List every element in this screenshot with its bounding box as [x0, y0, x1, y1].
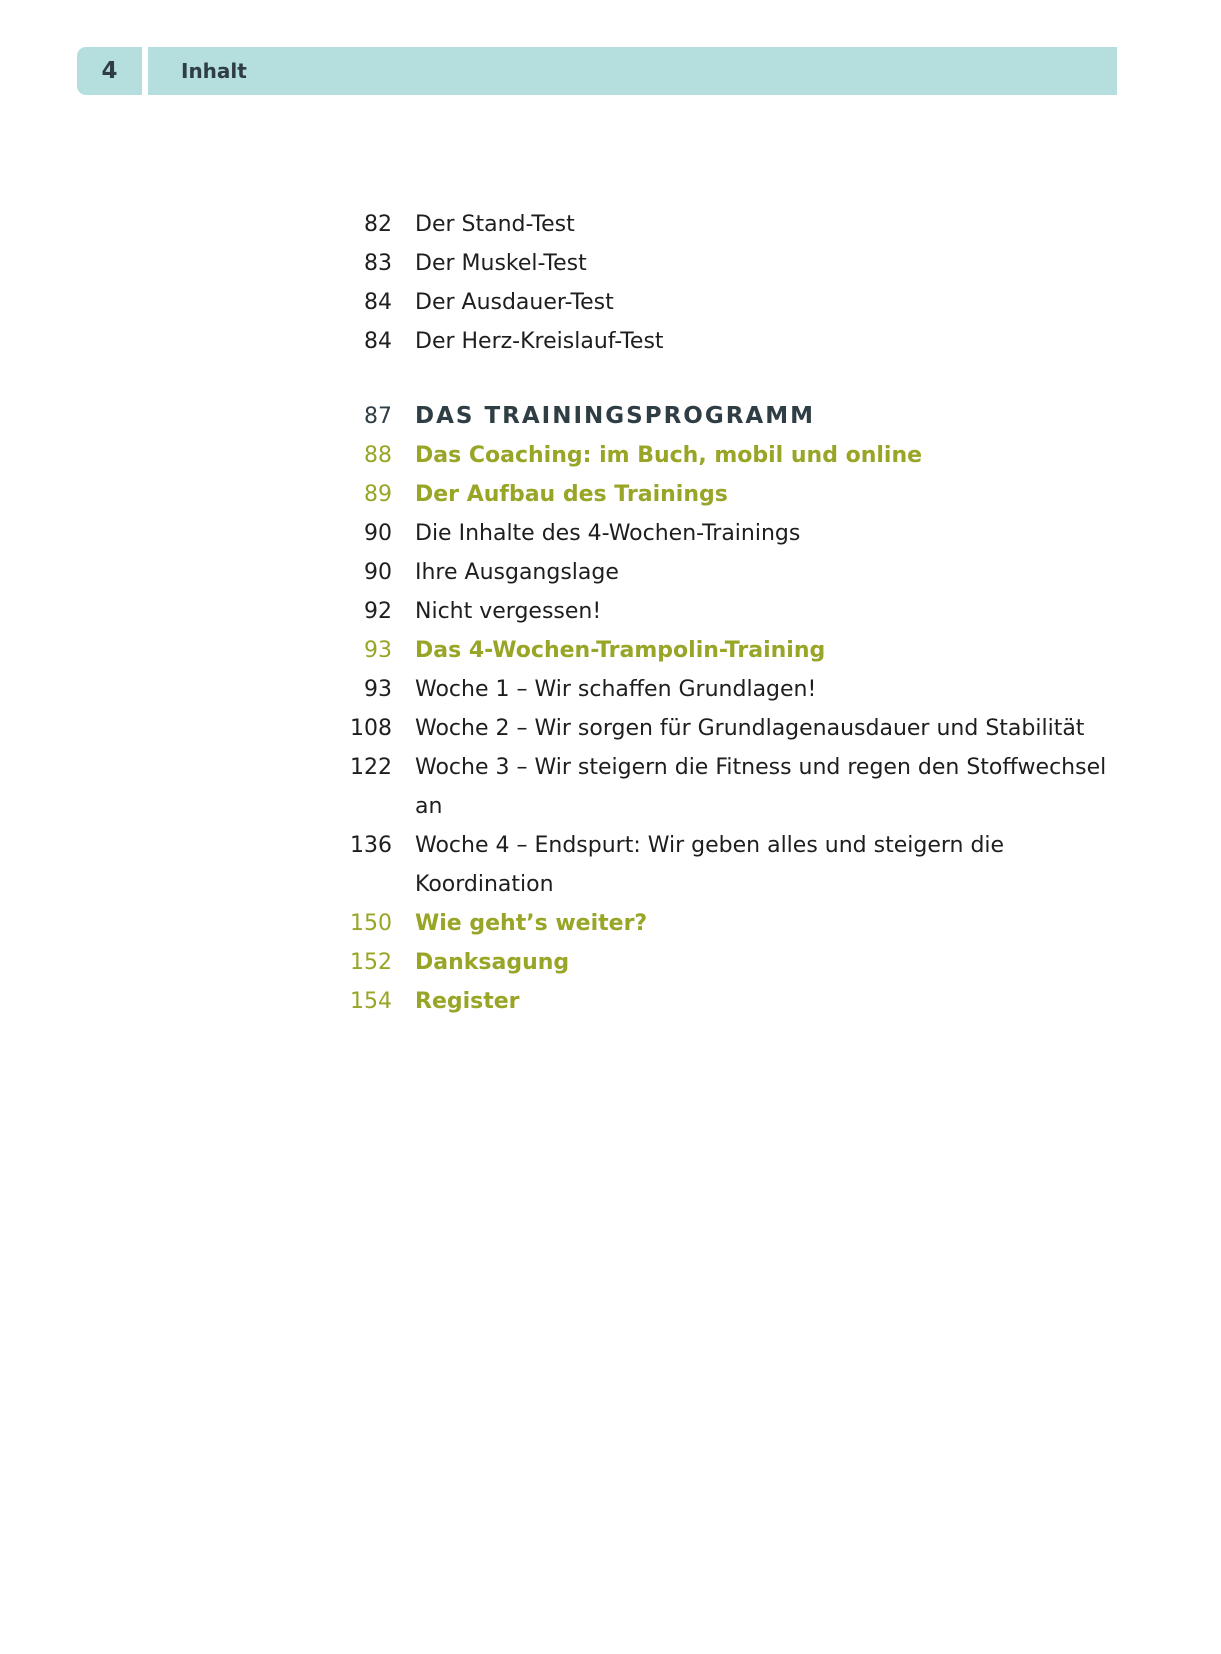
toc-page-number: 154: [350, 989, 392, 1014]
toc-entry-title: Der Stand-Test: [415, 212, 575, 237]
toc-entry: [330, 943, 1130, 982]
toc-entry-title: Woche 2 – Wir sorgen für Grundlagenausdauer und Stabilität: [415, 716, 1085, 741]
toc-entry: [330, 982, 1130, 1021]
toc-entry-title: Nicht vergessen!: [415, 599, 602, 624]
toc-page-number: 84: [364, 290, 392, 315]
toc-page-number: 122: [350, 755, 392, 780]
toc-page-number: 90: [364, 560, 392, 585]
toc-entry-title: DAS TRAININGSPROGRAMM: [415, 403, 816, 429]
toc-page-number: 93: [364, 638, 392, 663]
toc-page-number: 82: [364, 212, 392, 237]
toc-entry-title: Woche 3 – Wir steigern die Fitness und regen den Stoffwechsel an: [415, 755, 1107, 819]
toc-entry-title: Woche 4 – Endspurt: Wir geben alles und steigern die Koordination: [415, 833, 1005, 897]
toc-entry: [330, 205, 1130, 244]
toc-page-number: 136: [350, 833, 392, 858]
toc-entry-title: Ihre Ausgangslage: [415, 560, 619, 585]
toc-chapter-heading: [330, 397, 1130, 436]
toc-entry-title: Die Inhalte des 4-Wochen-Trainings: [415, 521, 801, 546]
toc-entry: [330, 283, 1130, 322]
toc-entry-title: Wie geht’s weiter?: [415, 911, 648, 936]
toc-entry: [330, 670, 1130, 709]
section-title: Inhalt: [148, 47, 1117, 95]
toc-entry: [330, 826, 1130, 904]
toc-entry: [330, 475, 1130, 514]
toc-page-number: 93: [364, 677, 392, 702]
toc-entry: [330, 553, 1130, 592]
toc-entry-title: Der Muskel-Test: [415, 251, 587, 276]
toc-entry-title: Das Coaching: im Buch, mobil und online: [415, 443, 923, 468]
toc-entry-title: Der Herz-Kreislauf-Test: [415, 329, 664, 354]
toc-entry: [330, 244, 1130, 283]
toc-entry: [330, 748, 1130, 826]
toc-page-number: 83: [364, 251, 392, 276]
toc-page-number: 92: [364, 599, 392, 624]
toc-entry-title: Register: [415, 989, 520, 1014]
table-of-contents: [330, 205, 1130, 1021]
toc-entry: [330, 322, 1130, 361]
toc-page-number: 152: [350, 950, 392, 975]
toc-entry: [330, 514, 1130, 553]
toc-page-number: 88: [364, 443, 392, 468]
page-header: [77, 47, 1117, 95]
toc-entry: [330, 709, 1130, 748]
toc-entry-title: Woche 1 – Wir schaffen Grundlagen!: [415, 677, 817, 702]
toc-page-number: 150: [350, 911, 392, 936]
toc-entry-title: Danksagung: [415, 950, 570, 975]
toc-entry: [330, 631, 1130, 670]
toc-entry-title: Das 4-Wochen-Trampolin-Training: [415, 638, 826, 663]
toc-entry-title: Der Aufbau des Trainings: [415, 482, 728, 507]
toc-entry: [330, 436, 1130, 475]
toc-entry: [330, 904, 1130, 943]
toc-page-number: 87: [364, 404, 392, 429]
toc-page-number: 89: [364, 482, 392, 507]
toc-entry: [330, 592, 1130, 631]
toc-page-number: 90: [364, 521, 392, 546]
toc-page-number: 84: [364, 329, 392, 354]
page-number: 4: [77, 47, 142, 95]
toc-page-number: 108: [350, 716, 392, 741]
toc-entry-title: Der Ausdauer-Test: [415, 290, 614, 315]
